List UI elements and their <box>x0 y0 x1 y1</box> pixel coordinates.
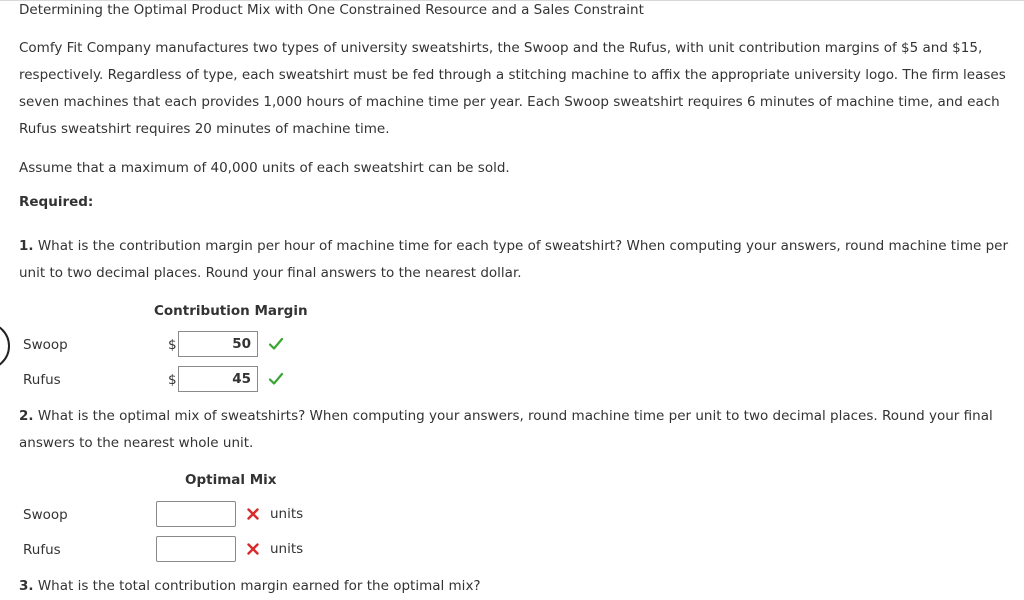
top-border <box>0 0 1024 1</box>
om-rufus-units: units <box>270 541 304 557</box>
om-swoop-input[interactable] <box>156 501 236 527</box>
cm-rufus-input[interactable] <box>178 366 258 392</box>
cm-swoop-check-icon <box>268 336 284 352</box>
problem-assumption: Assume that a maximum of 40,000 units of each sweatshirt can be sold. <box>19 160 510 176</box>
question-3-text: What is the total contribution margin earned for the optimal mix? <box>37 578 481 594</box>
cm-swoop-currency: $ <box>168 337 177 353</box>
question-2-number: 2. <box>19 408 34 424</box>
question-1-text: What is the contribution margin per hour of machine time for each type of sweatshirt? When computing your answers, round machine time per unit to two decimal places. Round your final answers to the nearest dollar. <box>19 238 1009 281</box>
page-title: Determining the Optimal Product Mix with One Constrained Resource and a Sales Constraint <box>19 2 644 18</box>
optimal-mix-header: Optimal Mix <box>185 472 277 488</box>
om-rufus-cross-icon <box>246 542 260 556</box>
side-marker-circle <box>0 322 10 370</box>
question-3-number: 3. <box>19 578 34 594</box>
contribution-margin-header: Contribution Margin <box>154 303 308 319</box>
om-row-rufus-label: Rufus <box>23 542 61 558</box>
question-2-text: What is the optimal mix of sweatshirts? When computing your answers, round machine time per unit to two decimal places. Round your final answers to the nearest whole unit. <box>19 408 993 451</box>
om-row-swoop-label: Swoop <box>23 507 68 523</box>
question-1-number: 1. <box>19 238 34 254</box>
om-swoop-cross-icon <box>246 507 260 521</box>
problem-intro: Comfy Fit Company manufactures two types of university sweatshirts, the Swoop and the Rufus, with unit contribution margins of $5 and $15, respectively. Regardless of type, each sweatshirt must be fed through a stitching machine to affix the appropriate university logo. The firm leases seven machines that each provides 1,000 hours of machine time per year. Each Swoop sweatshirt requires 6 minutes of machine time, and each Rufus sweatshirt requires 20 minutes of machine time. <box>19 40 1006 137</box>
question-3 <box>19 573 1019 600</box>
required-label: Required: <box>19 194 94 210</box>
om-rufus-input[interactable] <box>156 536 236 562</box>
cm-row-swoop-label: Swoop <box>23 337 68 353</box>
cm-rufus-check-icon <box>268 371 284 387</box>
question-1 <box>19 233 1021 287</box>
question-2 <box>19 403 1021 457</box>
om-swoop-units: units <box>270 506 304 522</box>
cm-rufus-currency: $ <box>168 372 177 388</box>
cm-swoop-input[interactable] <box>178 331 258 357</box>
cm-row-rufus-label: Rufus <box>23 372 61 388</box>
